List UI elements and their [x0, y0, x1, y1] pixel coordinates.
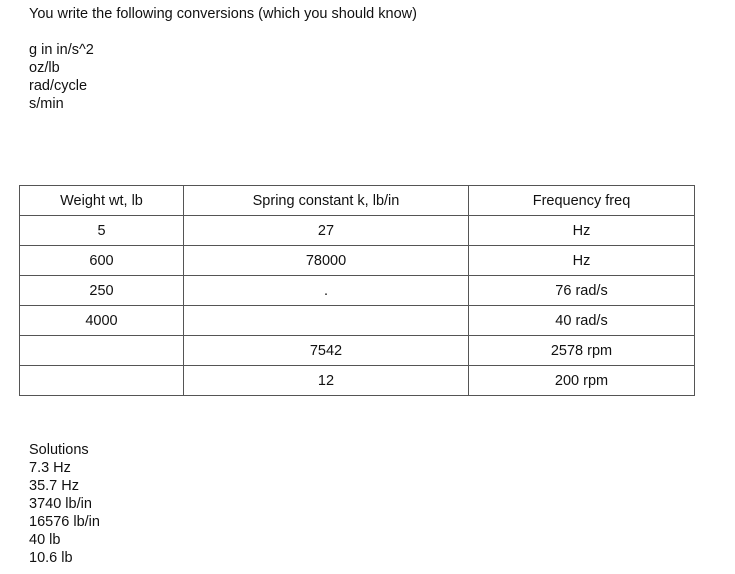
- cell-frequency: 2578 rpm: [469, 336, 695, 366]
- table-row: [20, 366, 695, 396]
- table-row: [20, 216, 695, 246]
- cell-frequency: 200 rpm: [469, 366, 695, 396]
- solution-item: 40 lb: [29, 532, 61, 548]
- header-spring-constant: Spring constant k, lb/in: [184, 186, 469, 216]
- solution-item: 7.3 Hz: [29, 460, 71, 476]
- table-row: [20, 336, 695, 366]
- cell-weight: [20, 366, 184, 396]
- solutions-heading: Solutions: [29, 442, 89, 458]
- cell-frequency: 76 rad/s: [469, 276, 695, 306]
- cell-spring-constant: 12: [184, 366, 469, 396]
- cell-frequency: Hz: [469, 246, 695, 276]
- conversion-list: [29, 41, 94, 113]
- cell-weight: 4000: [20, 306, 184, 336]
- header-weight: Weight wt, lb: [20, 186, 184, 216]
- spring-frequency-table: [19, 185, 695, 396]
- cell-weight: [20, 336, 184, 366]
- cell-spring-constant: .: [184, 276, 469, 306]
- table-header-row: [20, 186, 695, 216]
- cell-weight: 600: [20, 246, 184, 276]
- table-row: [20, 246, 695, 276]
- cell-spring-constant: 27: [184, 216, 469, 246]
- cell-weight: 5: [20, 216, 184, 246]
- conversion-item: oz/lb: [29, 60, 60, 76]
- conversion-item: rad/cycle: [29, 78, 88, 94]
- solution-item: 10.6 lb: [29, 550, 73, 566]
- solution-item: 35.7 Hz: [29, 478, 79, 494]
- cell-spring-constant: 78000: [184, 246, 469, 276]
- header-frequency: Frequency freq: [469, 186, 695, 216]
- solutions-list: [29, 441, 100, 567]
- cell-spring-constant: 7542: [184, 336, 469, 366]
- table-row: [20, 276, 695, 306]
- solution-item: 3740 lb/in: [29, 496, 92, 512]
- conversion-item: s/min: [29, 96, 64, 112]
- table-row: [20, 306, 695, 336]
- cell-weight: 250: [20, 276, 184, 306]
- conversion-item: g in in/s^2: [29, 42, 94, 58]
- cell-frequency: Hz: [469, 216, 695, 246]
- solution-item: 16576 lb/in: [29, 514, 100, 530]
- intro-text: You write the following conversions (which you should know): [29, 6, 417, 22]
- cell-frequency: 40 rad/s: [469, 306, 695, 336]
- cell-spring-constant: [184, 306, 469, 336]
